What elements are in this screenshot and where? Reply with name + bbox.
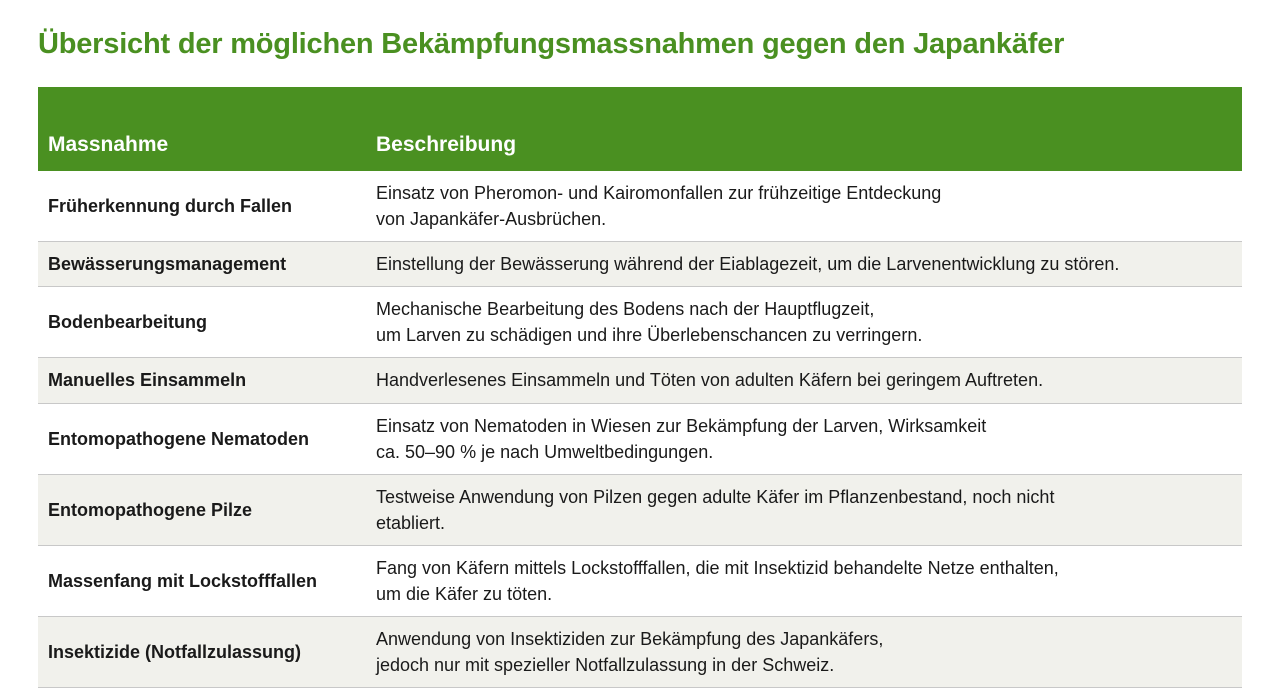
- description-line: Einsatz von Pheromon- und Kairomonfallen zur frühzeitige Entdeckung: [376, 183, 942, 203]
- cell-measure: Bodenbearbeitung: [38, 287, 368, 358]
- cell-description: [368, 403, 1242, 474]
- cell-description: [368, 242, 1242, 287]
- description-line: etabliert.: [376, 512, 446, 533]
- description-line: Anwendung von Insektiziden zur Bekämpfung des Japankäfers,: [376, 629, 884, 650]
- cell-measure: Entomopathogene Pilze: [38, 474, 368, 545]
- column-header-description: Beschreibung: [368, 87, 1242, 171]
- description-line: Einsatz von Nematoden in Wiesen zur Bekämpfung der Larven, Wirksamkeit: [376, 415, 987, 436]
- table-row: [38, 403, 1242, 474]
- table-row: [38, 242, 1242, 287]
- cell-description: [368, 474, 1242, 545]
- description-line: Testweise Anwendung von Pilzen gegen adulte Käfer im Pflanzenbestand, noch nicht: [376, 486, 1055, 507]
- table-row: [38, 358, 1242, 403]
- cell-measure: Früherkennung durch Fallen: [38, 171, 368, 242]
- table-row: [38, 474, 1242, 545]
- measures-table-container: [38, 87, 1242, 688]
- measures-table: [38, 87, 1242, 688]
- column-header-measure: Massnahme: [38, 87, 368, 171]
- description-line: Handverlesenes Einsammeln und Töten von adulten Käfern bei geringem Auftreten.: [376, 370, 1044, 391]
- table-header: [38, 87, 1242, 171]
- table-row: [38, 617, 1242, 688]
- cell-description: [368, 358, 1242, 403]
- cell-measure: Massenfang mit Lockstofffallen: [38, 545, 368, 616]
- cell-measure: Insektizide (Notfallzulassung): [38, 617, 368, 688]
- table-body: [38, 171, 1242, 688]
- description-line: jedoch nur mit spezieller Notfallzulassung in der Schweiz.: [376, 655, 835, 676]
- description-line: um die Käfer zu töten.: [376, 584, 553, 605]
- description-line: von Japankäfer-Ausbrüchen.: [376, 209, 607, 230]
- description-line: Fang von Käfern mittels Lockstofffallen, die mit Insektizid behandelte Netze enthalten,: [376, 557, 1059, 578]
- description-line: um Larven zu schädigen und ihre Überlebenschancen zu verringern.: [376, 325, 923, 346]
- cell-description: [368, 545, 1242, 616]
- description-line: Mechanische Bearbeitung des Bodens nach der Hauptflugzeit,: [376, 299, 875, 320]
- cell-description: [368, 287, 1242, 358]
- table-row: [38, 545, 1242, 616]
- description-line: Einstellung der Bewässerung während der Eiablagezeit, um die Larvenentwicklung zu stören.: [376, 254, 1120, 275]
- cell-measure: Bewässerungsmanagement: [38, 242, 368, 287]
- table-row: [38, 287, 1242, 358]
- table-header-row: [38, 87, 1242, 171]
- cell-measure: Entomopathogene Nematoden: [38, 403, 368, 474]
- cell-description: [368, 171, 1242, 242]
- cell-measure: Manuelles Einsammeln: [38, 358, 368, 403]
- table-row: [38, 171, 1242, 242]
- cell-description: [368, 617, 1242, 688]
- page-title: Übersicht der möglichen Bekämpfungsmassnahmen gegen den Japankäfer: [38, 28, 1065, 60]
- description-line: ca. 50–90 % je nach Umweltbedingungen.: [376, 441, 714, 462]
